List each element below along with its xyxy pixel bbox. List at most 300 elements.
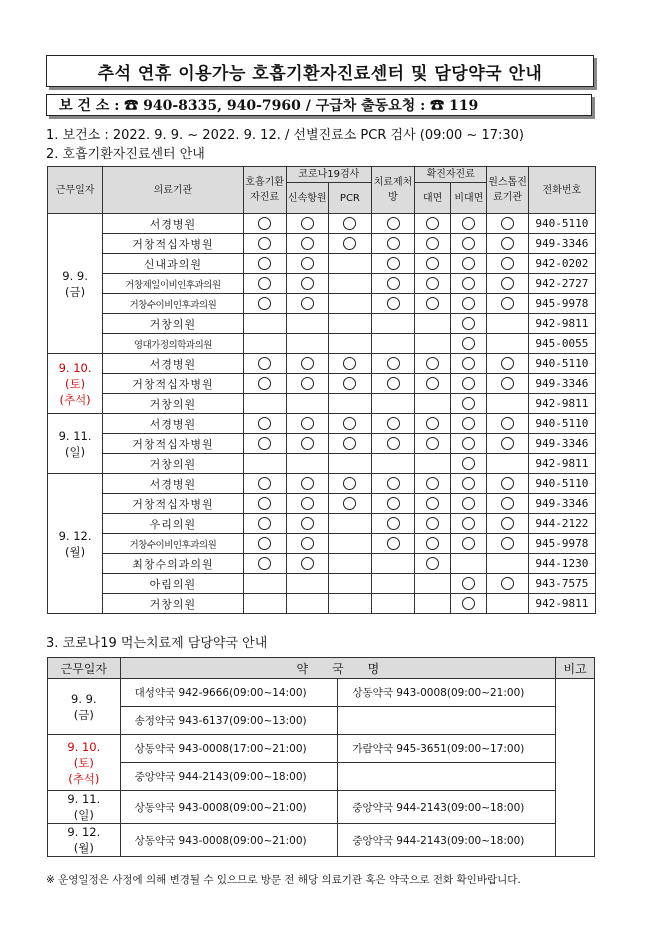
available-circle-icon [343,437,356,450]
footnote: ※ 운영일정은 사정에 의해 변경될 수 있으므로 방문 전 해당 의료기관 혹은 약국으로 전화 확인바랍니다. [46,874,521,886]
available-circle-icon [501,437,514,450]
service-cell [286,594,328,614]
service-cell [487,354,528,374]
service-cell [372,214,415,234]
service-cell [451,394,487,414]
pharmacy-date [48,824,121,857]
service-cell [451,374,487,394]
available-circle-icon [301,537,314,550]
header-onestop: 원스톱진료기관 [487,167,528,214]
work-date-line: (추석) [59,392,91,407]
service-cell [328,454,371,474]
service-cell [372,274,415,294]
service-cell [451,454,487,474]
available-circle-icon [501,297,514,310]
service-cell [286,274,328,294]
document-title: 추석 연휴 이용가능 호흡기환자진료센터 및 담당약국 안내 [46,55,594,87]
available-circle-icon [301,277,314,290]
available-circle-icon [387,357,400,370]
service-cell [286,494,328,514]
available-circle-icon [343,497,356,510]
available-circle-icon [301,237,314,250]
pharmacy-entry: 상동약국 943-0008(17:00~21:00) [120,735,338,763]
service-cell [487,434,528,454]
service-cell [372,494,415,514]
available-circle-icon [501,357,514,370]
pharmacy-note [556,679,595,857]
phone-number: 945-9978 [528,534,595,554]
header-inperson: 대면 [415,183,451,214]
available-circle-icon [501,477,514,490]
available-circle-icon [387,277,400,290]
service-cell [328,534,371,554]
available-circle-icon [501,417,514,430]
service-cell [372,534,415,554]
available-circle-icon [343,477,356,490]
available-circle-icon [301,417,314,430]
institution-name: 거창수이비인후과의원 [103,294,243,314]
available-circle-icon [426,497,439,510]
service-cell [372,394,415,414]
health-center-schedule: 1. 보건소 : 2022. 9. 9. ~ 2022. 9. 12. / 선별진료소 PCR 검사 (09:00 ~ 17:30) [46,128,524,143]
service-cell [372,314,415,334]
service-cell [415,354,451,374]
available-circle-icon [258,237,271,250]
work-date-line: 9. 11. [58,428,92,443]
service-cell [415,254,451,274]
service-cell [286,334,328,354]
available-circle-icon [387,437,400,450]
pharmacy-entry: 상동약국 943-0008(09:00~21:00) [120,824,338,857]
service-cell [372,294,415,314]
service-cell [487,494,528,514]
service-cell [372,354,415,374]
service-cell [372,454,415,474]
available-circle-icon [258,377,271,390]
available-circle-icon [343,237,356,250]
available-circle-icon [462,217,475,230]
available-circle-icon [301,557,314,570]
service-cell [451,354,487,374]
service-cell [487,294,528,314]
phone-number: 940-5110 [528,474,595,494]
available-circle-icon [462,417,475,430]
available-circle-icon [387,377,400,390]
service-cell [487,214,528,234]
service-cell [487,554,528,574]
work-date [48,474,103,614]
service-cell [487,314,528,334]
service-cell [286,394,328,414]
service-cell [415,474,451,494]
available-circle-icon [258,417,271,430]
table-row [48,214,596,234]
service-cell [243,234,286,254]
header-institution: 의료기관 [103,167,243,214]
pharmacy-entry [338,763,556,791]
service-cell [286,534,328,554]
service-cell [243,434,286,454]
available-circle-icon [258,257,271,270]
service-cell [415,394,451,414]
phone-number: 945-0055 [528,334,595,354]
pharmacy-entry: 중앙약국 944-2143(09:00~18:00) [120,763,338,791]
available-circle-icon [462,377,475,390]
service-cell [451,494,487,514]
institution-name: 서경병원 [103,214,243,234]
institution-name: 거창의원 [103,314,243,334]
available-circle-icon [426,537,439,550]
service-cell [415,234,451,254]
service-cell [286,214,328,234]
service-cell [286,294,328,314]
work-date-line: 9. 10. [58,360,92,375]
available-circle-icon [462,497,475,510]
pharmacy-date [48,679,121,735]
service-cell [372,554,415,574]
service-cell [328,334,371,354]
available-circle-icon [258,477,271,490]
available-circle-icon [426,437,439,450]
available-circle-icon [301,497,314,510]
phone-number: 942-0202 [528,254,595,274]
service-cell [451,594,487,614]
service-cell [286,374,328,394]
pharmacy-entry: 상동약국 943-0008(09:00~21:00) [338,679,556,707]
table-row [48,679,595,707]
service-cell [415,314,451,334]
service-cell [243,534,286,554]
service-cell [243,254,286,274]
available-circle-icon [501,497,514,510]
phone-number: 942-2727 [528,274,595,294]
pharmacy-date-line: 9. 9. [71,691,97,706]
service-cell [451,434,487,454]
institution-name: 아림의원 [103,574,243,594]
table-row [48,824,595,857]
available-circle-icon [258,517,271,530]
service-cell [286,474,328,494]
pharmacy-entry: 중앙약국 944-2143(09:00~18:00) [338,791,556,824]
service-cell [328,314,371,334]
available-circle-icon [462,577,475,590]
institution-name: 우리의원 [103,514,243,534]
service-cell [415,514,451,534]
available-circle-icon [301,477,314,490]
phone-number: 949-3346 [528,234,595,254]
service-cell [451,314,487,334]
available-circle-icon [501,277,514,290]
service-cell [487,334,528,354]
available-circle-icon [387,517,400,530]
service-cell [451,274,487,294]
pharmacy-date-line: 9. 12. [67,825,101,839]
available-circle-icon [462,537,475,550]
service-cell [328,594,371,614]
service-cell [243,474,286,494]
table-row [48,791,595,824]
service-cell [415,554,451,574]
available-circle-icon [462,297,475,310]
service-cell [286,554,328,574]
table-row [48,514,596,534]
available-circle-icon [462,237,475,250]
pharmacy-date-line: (월) [73,841,94,855]
phone-number: 944-1230 [528,554,595,574]
service-cell [415,574,451,594]
header-covid-test: 코로나19검사 [286,167,371,183]
available-circle-icon [462,437,475,450]
header-remote: 비대면 [451,183,487,214]
service-cell [451,574,487,594]
pharmacy-date-line: (토) [73,755,94,770]
available-circle-icon [426,217,439,230]
work-date-line: 9. 12. [58,528,92,543]
header-prescription: 치료제처방 [372,167,415,214]
work-date-line: (토) [65,376,86,391]
service-cell [328,254,371,274]
institution-name: 서경병원 [103,354,243,374]
service-cell [487,414,528,434]
available-circle-icon [387,417,400,430]
institution-name: 거창의원 [103,594,243,614]
available-circle-icon [301,357,314,370]
service-cell [286,254,328,274]
service-cell [286,454,328,474]
institution-name: 거창수이비인후과의원 [103,534,243,554]
institution-name: 거창적십자병원 [103,234,243,254]
phone-number: 942-9811 [528,394,595,414]
available-circle-icon [387,537,400,550]
section-3-heading: 3. 코로나19 먹는치료제 담당약국 안내 [46,636,268,651]
service-cell [415,274,451,294]
table-row [48,454,596,474]
institution-name: 영대가정의학과의원 [103,334,243,354]
header-pcr: PCR [328,183,371,214]
service-cell [487,394,528,414]
service-cell [328,494,371,514]
available-circle-icon [258,297,271,310]
available-circle-icon [426,517,439,530]
available-circle-icon [258,217,271,230]
service-cell [451,254,487,274]
service-cell [451,334,487,354]
table-row [48,334,596,354]
phone-number: 942-9811 [528,314,595,334]
service-cell [487,274,528,294]
table-row [48,474,596,494]
respiratory-centers-table [47,166,596,614]
phone-number: 940-5110 [528,354,595,374]
pharmacy-date-line: (추석) [68,771,100,786]
header-respiratory: 호흡기환자진료 [243,167,286,214]
service-cell [243,554,286,574]
service-cell [415,374,451,394]
service-cell [328,294,371,314]
service-cell [451,234,487,254]
service-cell [243,274,286,294]
phone-number: 943-7575 [528,574,595,594]
available-circle-icon [343,377,356,390]
service-cell [372,514,415,534]
service-cell [328,234,371,254]
table-row [48,354,596,374]
work-date [48,214,103,354]
service-cell [451,294,487,314]
pharmacy-entry: 가람약국 945-3651(09:00~17:00) [338,735,556,763]
service-cell [243,334,286,354]
available-circle-icon [462,397,475,410]
service-cell [487,374,528,394]
service-cell [243,454,286,474]
service-cell [286,354,328,374]
service-cell [243,314,286,334]
service-cell [487,234,528,254]
service-cell [286,434,328,454]
available-circle-icon [462,317,475,330]
work-date-line: (금) [65,284,86,299]
service-cell [243,594,286,614]
table-row [48,554,596,574]
available-circle-icon [301,377,314,390]
work-date-line: (일) [65,444,86,459]
available-circle-icon [387,257,400,270]
service-cell [487,534,528,554]
table-row [48,294,596,314]
available-circle-icon [387,217,400,230]
pharmacy-entry: 대성약국 942-9666(09:00~14:00) [120,679,338,707]
institution-name: 신내과의원 [103,254,243,274]
service-cell [415,454,451,474]
service-cell [451,514,487,534]
institution-name: 서경병원 [103,414,243,434]
pharmacy-table [47,657,595,857]
available-circle-icon [387,497,400,510]
pharmacy-date-line: 9. 11. [67,792,101,806]
phone-number: 944-2122 [528,514,595,534]
phone-number: 940-5110 [528,414,595,434]
table-row [48,594,596,614]
service-cell [243,374,286,394]
phone-number: 940-5110 [528,214,595,234]
service-cell [243,414,286,434]
service-cell [415,334,451,354]
table-row [48,234,596,254]
available-circle-icon [462,357,475,370]
table-row [48,254,596,274]
table-row [48,735,595,763]
service-cell [328,214,371,234]
available-circle-icon [258,357,271,370]
pharmacy-entry: 중앙약국 944-2143(09:00~18:00) [338,824,556,857]
service-cell [451,474,487,494]
work-date [48,354,103,414]
service-cell [243,214,286,234]
service-cell [487,454,528,474]
service-cell [415,594,451,614]
available-circle-icon [501,577,514,590]
health-center-contact: 보 건 소 : ☎ 940-8335, 940-7960 / 구급차 출동요청 : ☎ 119 [46,94,592,116]
available-circle-icon [426,417,439,430]
pharmacy-date [48,735,121,791]
service-cell [487,254,528,274]
available-circle-icon [462,457,475,470]
available-circle-icon [462,597,475,610]
available-circle-icon [426,557,439,570]
institution-name: 거창의원 [103,394,243,414]
service-cell [286,234,328,254]
service-cell [372,374,415,394]
pharmacy-date-line: (일) [73,808,94,822]
service-cell [328,434,371,454]
available-circle-icon [462,257,475,270]
service-cell [372,334,415,354]
service-cell [286,574,328,594]
service-cell [328,394,371,414]
service-cell [372,254,415,274]
service-cell [487,594,528,614]
service-cell [243,394,286,414]
available-circle-icon [501,517,514,530]
service-cell [451,214,487,234]
institution-name: 거창적십자병원 [103,374,243,394]
available-circle-icon [426,277,439,290]
table-row [48,414,596,434]
table-row [48,763,595,791]
service-cell [243,574,286,594]
pharmacy-header-name: 약 국 명 [120,658,556,679]
service-cell [286,514,328,534]
available-circle-icon [343,357,356,370]
available-circle-icon [301,437,314,450]
service-cell [372,234,415,254]
table-row [48,314,596,334]
service-cell [415,294,451,314]
service-cell [286,314,328,334]
available-circle-icon [387,297,400,310]
institution-name: 거창적십자병원 [103,494,243,514]
header-confirmed: 확진자진료 [415,167,487,183]
available-circle-icon [426,237,439,250]
service-cell [328,274,371,294]
service-cell [451,414,487,434]
service-cell [451,554,487,574]
service-cell [328,574,371,594]
table-row [48,574,596,594]
available-circle-icon [301,297,314,310]
pharmacy-header-date: 근무일자 [48,658,121,679]
service-cell [243,354,286,374]
available-circle-icon [462,477,475,490]
available-circle-icon [387,237,400,250]
available-circle-icon [426,477,439,490]
available-circle-icon [501,217,514,230]
table-row [48,494,596,514]
available-circle-icon [301,257,314,270]
available-circle-icon [462,277,475,290]
pharmacy-date-line: 9. 10. [67,739,101,754]
available-circle-icon [462,517,475,530]
institution-name: 거창의원 [103,454,243,474]
table-row [48,274,596,294]
service-cell [328,354,371,374]
available-circle-icon [387,477,400,490]
service-cell [372,594,415,614]
service-cell [415,494,451,514]
service-cell [328,514,371,534]
available-circle-icon [426,357,439,370]
available-circle-icon [258,497,271,510]
